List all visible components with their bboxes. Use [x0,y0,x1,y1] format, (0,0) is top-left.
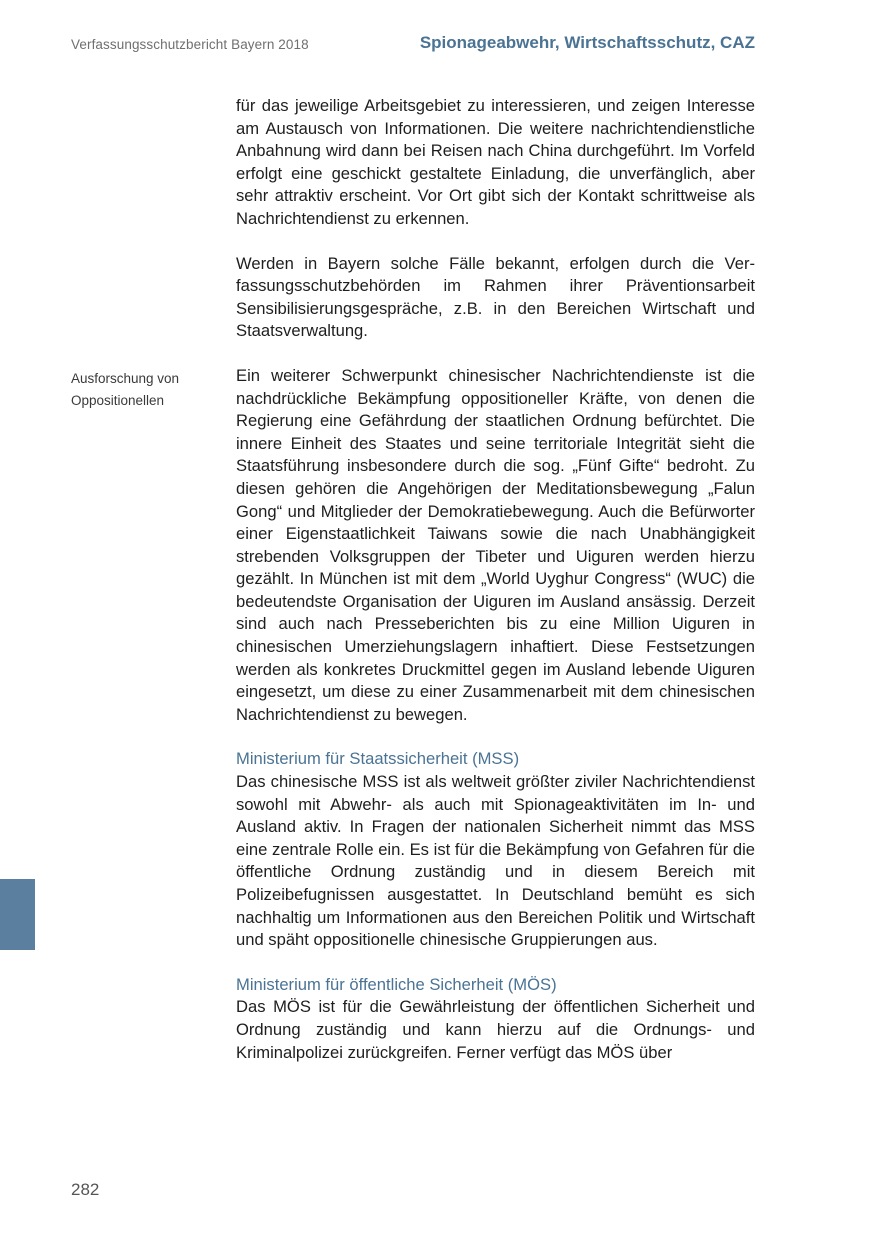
section-heading-moes: Ministerium für öffentliche Sicherheit (MÖS) [236,974,557,994]
margin-note-line-2: Oppositionellen [71,393,165,408]
section-heading-mss: Ministerium für Staatssicherheit (MSS) [236,749,520,769]
margin-note [71,368,221,412]
paragraph-1: für das jeweilige Arbeitsgebiet zu interessieren, und zeigen Interesse am Austausch von Informationen. Die weitere nachrichtendienstliche Anbahnung wird dann bei Reisen nach China durchgeführt. Im Vorfeld erfolgt eine geschickt gestaltete Einladung, die unverfänglich, aber sehr attraktiv erscheint. Vor Ort gibt sich der Kontakt schrittweise als Nachrichtendienst zu erkennen. [236,96,755,228]
section-text-moes: Das MÖS ist für die Gewährleistung der öffentlichen Sicherheit und Ordnung zuständig und kann hierzu auf die Ordnungs- und Kriminalpolizei zurückgreifen. Ferner verfügt das MÖS über [236,997,755,1062]
margin-note-line-1: Ausforschung von [71,371,180,386]
section-text-mss: Das chinesische MSS ist als weltweit größter ziviler Nachrichtendienst sowohl mit Abwehr- als auch mit Spionageaktivitäten im In- und Ausland aktiv. In Fragen der nationalen Sicherheit nimmt das MSS eine zentrale Rolle ein. Es ist für die Bekämpfung von Gefahren für die öffentliche Ordnung zuständig und in diesem Bereich mit Polizeibefugnissen ausgestattet. In Deutschland bemüht es sich nachhaltig um Informationen aus den Bereichen Politik und Wirtschaft und späht oppositionelle chinesische Gruppierungen aus. [236,772,755,950]
paragraph-3: Ein weiterer Schwerpunkt chinesischer Nachrichtendienste ist die nachdrückliche Bekämpfung oppositioneller Kräfte, von denen die Regierung eine Gefährdung der staatlichen Ordnung befürchtet. Die innere Einheit des Staates und seine territoriale Integrität sieht die Staatsführung insbesondere durch die sog. „Fünf Gifte“ bedroht. Zu diesen gehören die Angehörigen der Meditationsbewegung „Falun Gong“ und Mitglieder der Demokratiebewegung. Auch die Befürworter einer Eigenstaatlichkeit Taiwans sowie die nach Unabhängigkeit strebenden Volksgruppen der Tibeter und Uiguren werden hierzu gezählt. In München ist mit dem „World Uyghur Congress“ (WUC) die bedeutendste Organisation der Uiguren im Ausland ansässig. Derzeit sind auch nach Presseberichten bis zu eine Million Uiguren in chinesischen Umerziehungslagern inhaftiert. Diese Festsetzungen werden als konkretes Druckmittel gegen im Ausland lebende Uiguren eingesetzt, um diese zu einer Zusammenarbeit mit dem chinesischen Nachrichtendienst zu bewegen. [236,365,755,724]
section-moes [236,974,755,1064]
running-header-title: Verfassungsschutzbericht Bayern 2018 [71,37,309,52]
paragraph-2: Werden in Bayern solche Fälle bekannt, erfolgen durch die Verfassungsschutzbehörden im Rahmen ihrer Präventionsarbeit Sensibilisierungsgespräche, z.B. in den Bereichen Wirtschaft und Staatsverwaltung. [236,253,755,341]
main-text-column [236,95,755,1064]
section-mss [236,748,755,951]
chapter-title: Spionageabwehr, Wirtschaftsschutz, CAZ [419,33,755,52]
page-number: 282 [71,1180,100,1199]
chapter-tab-marker [0,879,35,950]
